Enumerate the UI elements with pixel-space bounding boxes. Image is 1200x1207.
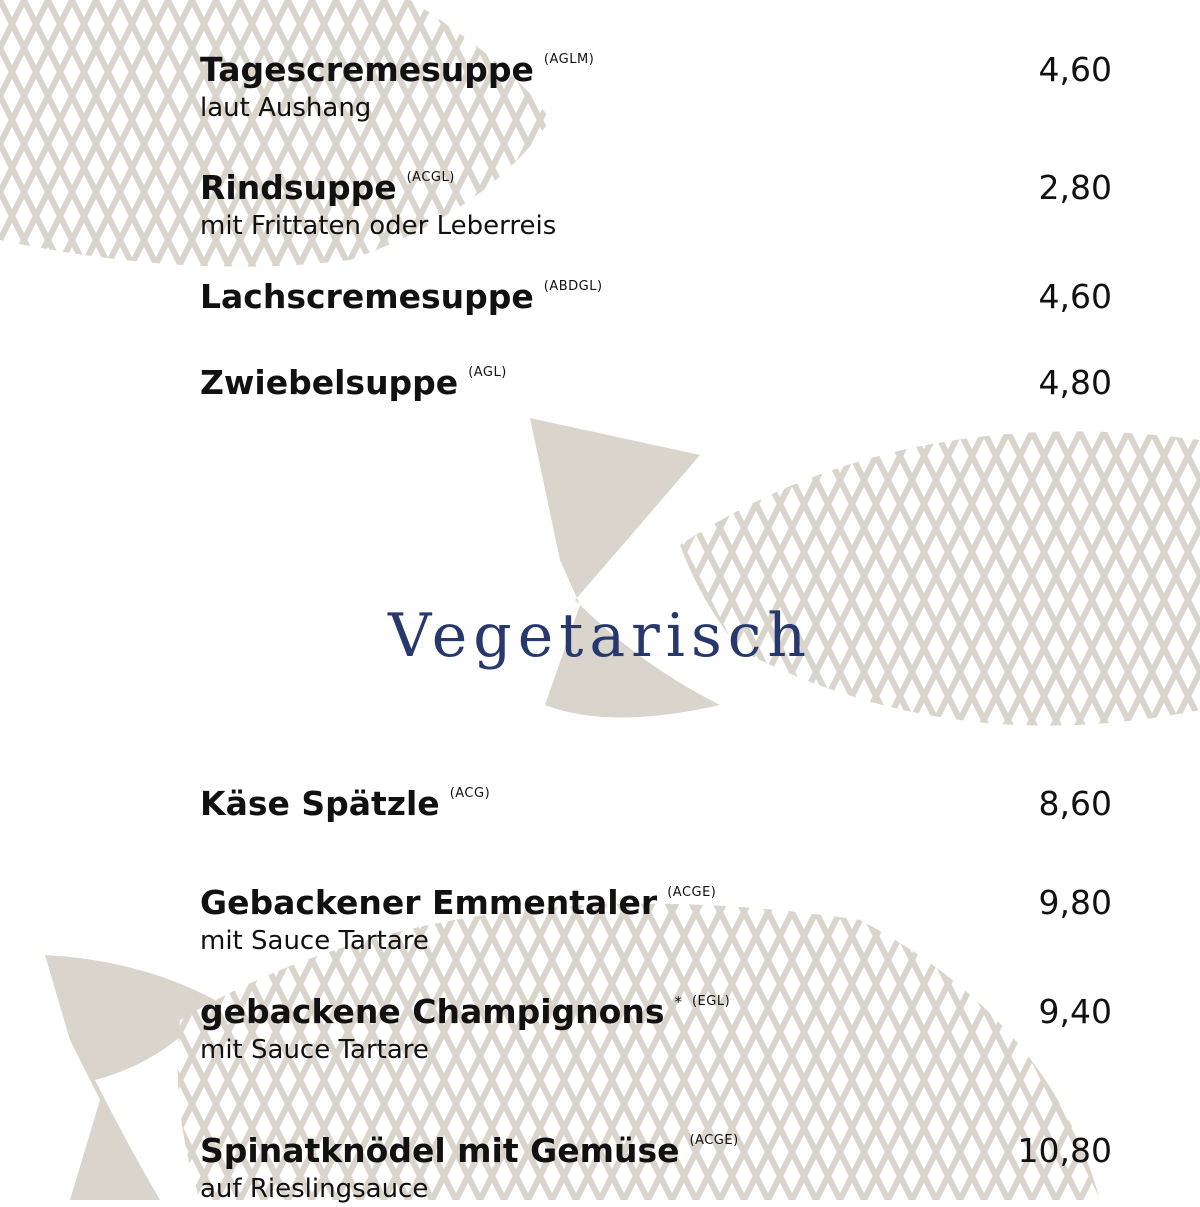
allergen-codes: (AGL): [468, 365, 507, 380]
item-name: Zwiebelsuppe: [200, 363, 459, 402]
menu-item: [200, 275, 1112, 319]
menu-item: [200, 990, 1112, 1068]
allergen-codes: (ABDGL): [543, 279, 603, 294]
item-name: Käse Spätzle: [200, 784, 440, 823]
item-price: 10,80: [1017, 1131, 1112, 1170]
allergen-codes: (ACGE): [689, 1133, 739, 1148]
item-description: mit Sauce Tartare: [200, 1035, 429, 1065]
menu-item: [200, 782, 1112, 826]
item-description: mit Frittaten oder Leberreis: [200, 211, 557, 241]
allergen-codes: (AGLM): [543, 52, 595, 67]
item-description: laut Aushang: [200, 93, 372, 123]
allergen-codes: (ACGL): [406, 170, 455, 185]
allergen-codes: (EGL): [691, 994, 731, 1009]
item-price: 4,60: [1038, 277, 1112, 316]
footnote-star: *: [674, 993, 682, 1011]
menu-item: [200, 881, 1112, 959]
section-title: Vegetarisch: [387, 601, 813, 671]
item-description: mit Sauce Tartare: [200, 926, 429, 956]
menu-item: [200, 48, 1112, 126]
item-name: Gebackener Emmentaler: [200, 883, 658, 922]
item-name: Tagescremesuppe: [200, 50, 534, 89]
item-name: Rindsuppe: [200, 168, 397, 207]
item-price: 8,60: [1038, 784, 1112, 823]
item-price: 4,60: [1038, 50, 1112, 89]
item-name: Lachscremesuppe: [200, 277, 534, 316]
allergen-codes: (ACGE): [667, 885, 717, 900]
item-price: 9,40: [1038, 992, 1112, 1031]
fish-middle-decoration: [530, 418, 1200, 726]
item-price: 9,80: [1038, 883, 1112, 922]
menu-item: [200, 166, 1112, 244]
item-name: Spinatknödel mit Gemüse: [200, 1131, 680, 1170]
item-description: auf Rieslingsauce: [200, 1174, 429, 1204]
item-price: 4,80: [1038, 363, 1112, 402]
allergen-codes: (ACG): [449, 786, 491, 801]
menu-item: [200, 361, 1112, 405]
item-name: gebackene Champignons: [200, 992, 665, 1031]
menu-item: [200, 1129, 1112, 1207]
item-price: 2,80: [1038, 168, 1112, 207]
